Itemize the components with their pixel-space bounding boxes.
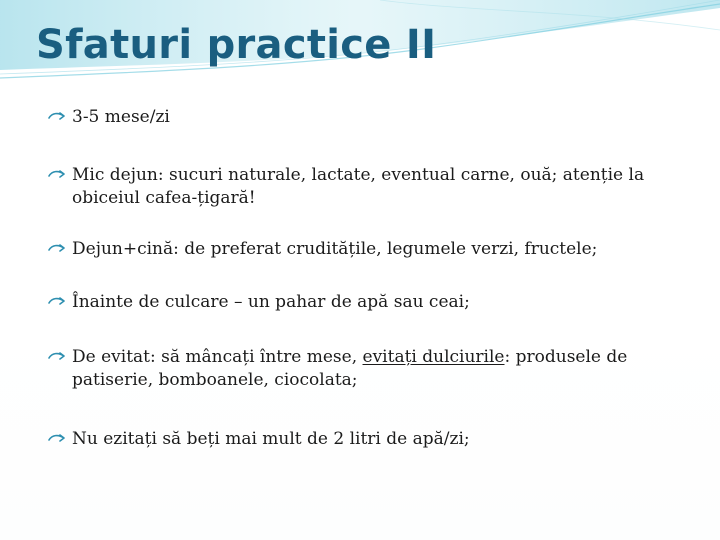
bullet-arrow-icon — [48, 168, 68, 187]
bullet-item — [48, 238, 668, 261]
bullet-text — [68, 346, 668, 392]
bullet-arrow-icon — [48, 295, 68, 314]
bullet-arrow-icon — [48, 350, 68, 369]
bullet-item — [48, 346, 668, 392]
bullet-text: Mic dejun: sucuri naturale, lactate, eventual carne, ouă; atenție la obiceiul cafea-țigară! — [72, 165, 645, 208]
page-title: Sfaturi practice II — [36, 22, 437, 68]
bullet-text-part: : produsele de patiserie, bomboanele, ciocolata; — [72, 347, 628, 390]
bullet-text: Nu ezitați să beți mai mult de 2 litri de apă/zi; — [72, 429, 470, 449]
bullet-text-part: De evitat: să mâncați între mese, — [72, 347, 363, 367]
underlined-phrase: evitați dulciurile — [362, 347, 505, 367]
bullet-text: Înainte de culcare – un pahar de apă sau ceai; — [72, 292, 470, 312]
bullet-item — [48, 106, 668, 129]
bullet-arrow-icon — [48, 242, 68, 261]
bullet-text: 3-5 mese/zi — [72, 107, 170, 127]
bullet-text: Dejun+cină: de preferat cruditățile, legumele verzi, fructele; — [72, 239, 598, 259]
bullet-item — [48, 164, 668, 210]
bullet-item — [48, 428, 668, 451]
bullet-item — [48, 291, 668, 314]
bullet-arrow-icon — [48, 110, 68, 129]
bullet-arrow-icon — [48, 432, 68, 451]
